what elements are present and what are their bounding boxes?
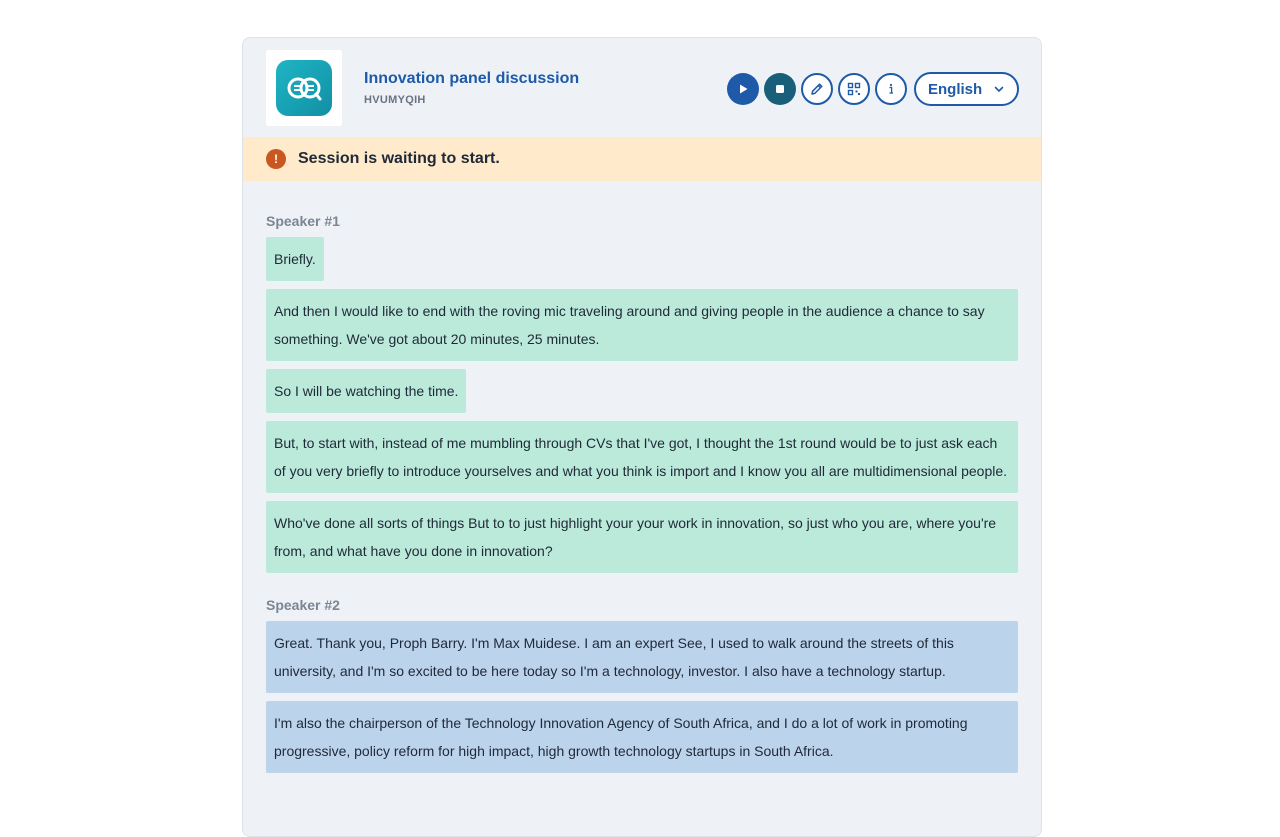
- qr-code-button[interactable]: [838, 73, 870, 105]
- language-select[interactable]: [914, 72, 1019, 106]
- transcript-segment: So I will be watching the time.: [266, 369, 466, 413]
- transcript: [266, 214, 1018, 798]
- chevron-down-icon: [993, 83, 1005, 95]
- logo-icon: [276, 60, 332, 116]
- edit-button[interactable]: [801, 73, 833, 105]
- transcript-segment: But, to start with, instead of me mumbling through CVs that I've got, I thought the 1st round would be to just ask each of you very briefly to introduce yourselves and what you think is import and I know you all are multidimensional people.: [266, 421, 1018, 493]
- status-message: Session is waiting to start.: [298, 150, 500, 167]
- transcript-segment: Briefly.: [266, 237, 324, 281]
- info-button[interactable]: [875, 73, 907, 105]
- warning-icon: !: [266, 149, 286, 169]
- qr-code-icon: [847, 82, 861, 96]
- play-button[interactable]: [727, 73, 759, 105]
- stop-icon: [775, 84, 785, 94]
- stop-button[interactable]: [764, 73, 796, 105]
- speaker-label: Speaker #1: [266, 213, 340, 229]
- session-title: Innovation panel discussion: [364, 70, 580, 87]
- status-banner: [243, 137, 1042, 181]
- session-controls: [727, 72, 1019, 106]
- info-icon: [884, 82, 898, 96]
- transcript-segment: Great. Thank you, Proph Barry. I'm Max Muidese. I am an expert See, I used to walk around the streets of this university, and I'm so excited to be here today so I'm a technology, investor. I also have a technology startup.: [266, 621, 1018, 693]
- session-card: [242, 37, 1042, 837]
- transcript-segment: I'm also the chairperson of the Technology Innovation Agency of South Africa, and I do a lot of work in promoting progressive, policy reform for high impact, high growth technology startups in South Africa.: [266, 701, 1018, 773]
- transcript-segment: Who've done all sorts of things But to to just highlight your your work in innovation, so just who you are, where you're from, and what have you done in innovation?: [266, 501, 1018, 573]
- speaker-segments: [266, 237, 1018, 573]
- pencil-icon: [810, 82, 824, 96]
- speaker-block: [266, 598, 1018, 773]
- session-code: HVUMYQIH: [364, 94, 426, 106]
- language-value: English: [928, 80, 983, 98]
- transcript-segment: And then I would like to end with the roving mic traveling around and giving people in the audience a chance to say something. We've got about 20 minutes, 25 minutes.: [266, 289, 1018, 361]
- speaker-label: Speaker #2: [266, 597, 340, 613]
- speaker-block: [266, 214, 1018, 573]
- play-icon: [737, 83, 749, 95]
- session-header: [243, 38, 1041, 138]
- app-logo: [266, 50, 342, 126]
- speaker-segments: [266, 621, 1018, 773]
